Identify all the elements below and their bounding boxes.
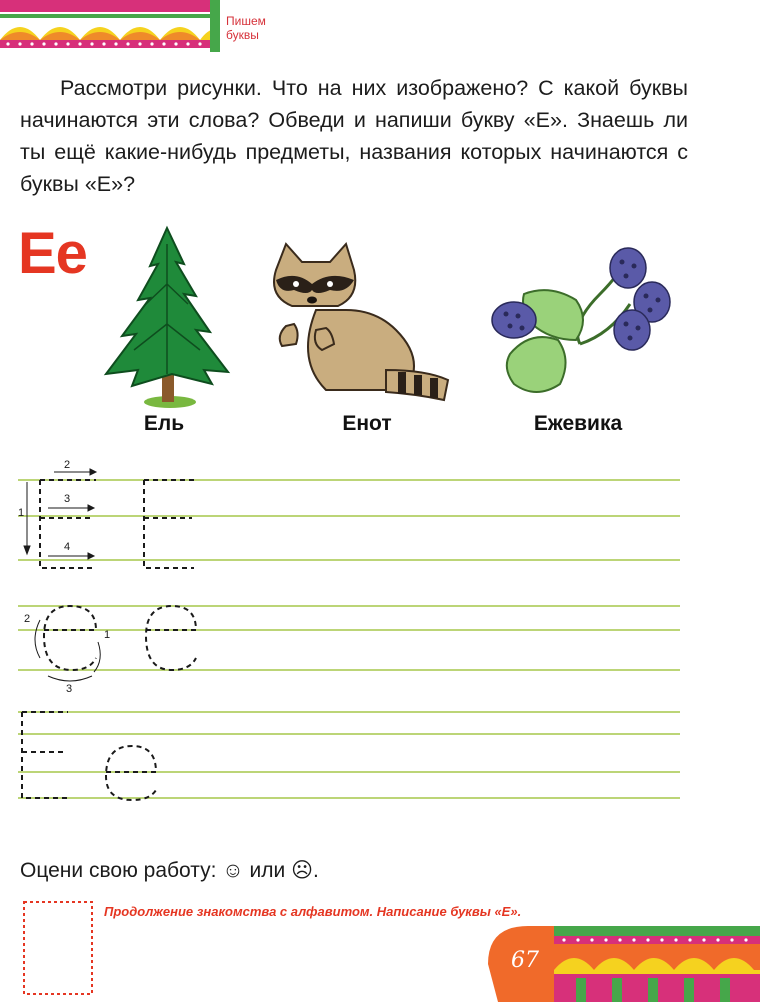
stroke-number-3: 3 bbox=[64, 493, 71, 505]
lower-stroke-3: 3 bbox=[66, 683, 73, 695]
writing-lines bbox=[0, 450, 760, 820]
stroke-number-4: 4 bbox=[64, 541, 71, 553]
section-tag: Пишем буквы bbox=[226, 14, 266, 42]
blackberry-icon bbox=[480, 244, 680, 412]
lower-stroke-2: 2 bbox=[24, 613, 31, 625]
raccoon-icon bbox=[256, 240, 452, 416]
top-decorative-border bbox=[0, 0, 220, 52]
assessment-frame bbox=[22, 900, 94, 996]
footer-note: Продолжение знакомства с алфавитом. Написание буквы «Е». bbox=[104, 904, 522, 919]
combined-trace-row bbox=[22, 712, 156, 800]
stroke-number-1: 1 bbox=[18, 507, 25, 519]
lower-stroke-1: 1 bbox=[104, 629, 111, 641]
task-instructions: Рассмотри рисунки. Что на них изображено? С какой буквы начинаются эти слова? Обведи и напиши букву «Е». Знаешь ли ты ещё какие-нибудь предметы, названия которых начинаются с буквы «Е»? bbox=[20, 76, 688, 196]
self-assessment: Оцени свою работу: ☺ или ☹. bbox=[20, 859, 319, 882]
picture-label-blackberry: Ежевика bbox=[533, 412, 623, 435]
fir-tree-icon bbox=[92, 224, 242, 410]
uppercase-trace-letter bbox=[144, 480, 194, 568]
picture-label-fir: Ель bbox=[143, 412, 185, 435]
page-number: 67 bbox=[511, 948, 539, 973]
picture-label-raccoon: Енот bbox=[342, 412, 392, 435]
stroke-number-2: 2 bbox=[64, 459, 71, 471]
lowercase-trace-example bbox=[44, 606, 196, 670]
letter-heading: Ее bbox=[18, 221, 87, 286]
